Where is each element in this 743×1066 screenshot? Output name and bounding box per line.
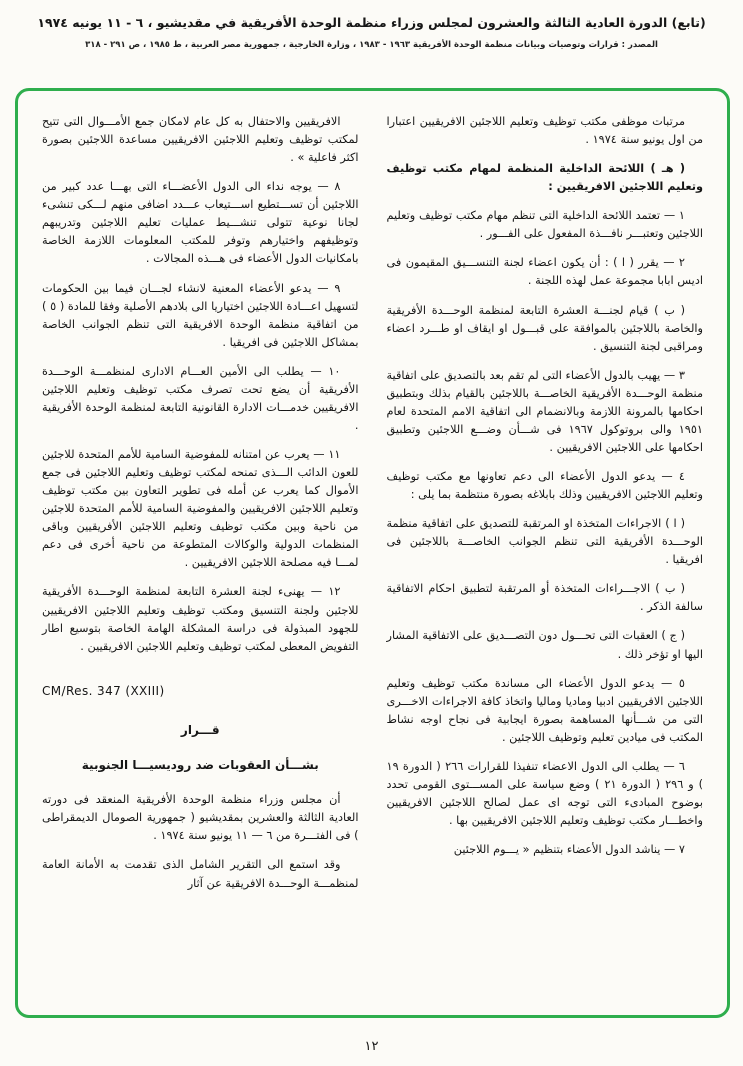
paragraph: ( ب ) الاجـــراءات المتخذة أو المرتقبة لتطبيق احكام الاتفاقية سالفة الذكر . <box>386 582 703 614</box>
paragraph: ( هـ ) اللائحة الداخلية المنظمة لمهام مكتب توظيف وتعليم اللاجئين الافريقيين : <box>386 162 703 194</box>
paragraph: ٢ — يقرر ( ا ) : أن يكون اعضاء لجنة التنســـيق المقيمون فى اديس ابابا مجموعة عمل لهذه اللجنة . <box>386 256 703 288</box>
paragraph: أن مجلس وزراء منظمة الوحدة الأفريقية المنعقد فى دورته العادية الثالثة والعشرين بمقديشيو ( جمهورية الصومال الديمقراطى ) فى الفتـــرة من ٦ — ١١ يونيو سنة ١٩٧٤ . <box>42 793 359 843</box>
paragraph: ( ج ) العقبات التى تحـــول دون التصـــديق على الاتفاقية المشار اليها او تؤخر ذلك . <box>386 629 703 661</box>
paragraph: ٦ — يطلب الى الدول الاعضاء تنفيذا للقرارات ٢٦٦ ( الدورة ١٩ ) و ٢٩٦ ( الدورة ٢١ ) وضع سياسة على المســـتوى القومى تحدد بوضوح المبادىء التى توجه اى عمل لصالح اللاجئين الافريقيين واخطـــار مكتب توظيف وتعليم اللاجئين الافريقيين بها . <box>386 759 703 827</box>
paragraph: بشـــأن العقوبات ضد روديسيـــا الجنوبية <box>81 758 319 773</box>
paragraph: وقد استمع الى التقرير الشامل الذى تقدمت به الأمانة العامة لمنظمـــة الوحـــدة الافريقية عن آثار <box>42 858 359 890</box>
paragraph: مرتبات موظفى مكتب توظيف وتعليم اللاجئين الافريقيين اعتبارا من اول يونيو سنة ١٩٧٤ . <box>386 115 703 147</box>
paragraph: ٣ — يهيب بالدول الأعضاء التى لم تقم بعد بالتصديق على اتفاقية منظمة الوحـــدة الأفريقية الخاصـــة باللاجئين بالقيام بذلك وبتطبيق احكامها بالمرونة اللازمة وبالانضمام الى اتفاقية الامم المتحدة لعام ١٩٥١ والى بروتوكول ١٩٦٧ فى شـــأن وضـــع اللاجئين وتطبيق احكامها على اللاجئين الافريقيين . <box>386 368 703 454</box>
page-number: ١٢ <box>364 1039 379 1054</box>
content-border-box <box>15 88 730 1018</box>
paragraph: ١١ — يعرب عن امتنانه للمفوضية السامية للأمم المتحدة للاجئين للعون الدائب الـــذى تمنحه لمكتب توظيف وتعليم اللاجئين فى جمع الأموال كما يعرب عن أمله فى تطوير التعاون بين مكتب توظيف وتعليم اللاجئين الافريقيين والمفوضية السامية للأمم المتحدة للاجئين من ناحية وبين مكتب توظيف وتعليم اللاجئين الأفريقيين وباقى المنظمات الدولية والوكالات المتطوعة من ناحية أخرى فى دعم لمـــا فيه مصلحة اللاجئين الافريقيين . <box>42 448 359 570</box>
paragraph: ١٠ — يطلب الى الأمين العـــام الادارى لمنظمـــة الوحـــدة الأفريقية أن يضع تحت تصرف مكتب توظيف وتعليم اللاجئين الافريقيين خدمـــات الادارة القانونية التابعة لمنظمة الوحدة الأفريقية . <box>42 364 359 432</box>
paragraph: الافريقيين والاحتفال به كل عام لامكان جمع الأمـــوال التى تتيح لمكتب توظيف وتعليم اللاجئين الافريقيين مساعدة اللاجئين بصورة اكثر فاعلية » . <box>42 115 359 165</box>
right-column <box>387 113 704 999</box>
paragraph: قـــرار <box>180 722 220 737</box>
paragraph: ( ا ) الاجراءات المتخذة او المرتقبة للتصديق على اتفاقية منظمة الوحـــدة الأفريقية التى تنظم الجوانب الخاصـــة باللاجئين فى افريقيا . <box>386 517 703 567</box>
paragraph: ١٢ — يهنىء لجنة العشرة التابعة لمنظمة الوحـــدة الأفريقية للاجئين ولجنة التنسيق ومكتب توظيف وتعليم اللاجئين الافريقيين للجهود المبذولة فى دراسة المشكلة الهامة الخاصة بتوسيع اطار التفويض المعطى لمكتب توظيف وتعليم اللاجئين الافريقيين . <box>42 585 359 653</box>
paragraph: ٩ — يدعو الأعضاء المعنية لانشاء لجـــان فيما بين الحكومات لتسهيل اعـــادة اللاجئين اختياريا الى بلادهم الأصلية وفقا للمادة ( ٥ ) من اتفاقية منظمة الوحدة الافريقية التى تنظم الجوانب الخاصة بمشاكل اللاجئين فى افريقيا . <box>42 281 359 349</box>
header-source: المصدر : قرارات وتوصيات وبيانات منظمة الوحدة الأفريقية ١٩٦٣ - ١٩٨٣ ، وزارة الخارجية ، جمهورية مصر العربية ، ط ١٩٨٥ ، ص ٢٩١ - ٣١٨ <box>85 39 658 50</box>
page-header <box>0 0 743 50</box>
paragraph: ١ — تعتمد اللائحة الداخلية التى تنظم مهام مكتب توظيف وتعليم اللاجئين وتعتبـــر نافـــذة المفعول على الفـــور . <box>386 209 703 241</box>
paragraph: ٨ — يوجه نداء الى الدول الأعضـــاء التى بهـــا عدد كبير من اللاجئين أن تســـتطيع اســـتيعاب عـــدد اضافى منهم لـــكى تنشىء لجانا نوعية تتولى تنشـــيط عمليات تعليم اللاجئين وتدريبهم وتوظيفهم واختيارهم وتوفر للمكتب المعلومات اللازمة الخاصة بامكانيات الدول الأعضاء فى هـــذه المجالات . <box>42 180 359 266</box>
paragraph: ٥ — يدعو الدول الأعضاء الى مساندة مكتب توظيف وتعليم اللاجئين الافريقيين ادبيا وماديا وماليا واتخاذ كافة الاجراءات الاخـــرى التى من شـــأنها المساهمة بصورة ايجابية فى نجاح اوجه نشاط المكتب فى ميادين تعليم وتوظيف اللاجئين . <box>386 676 703 744</box>
header-title: (تابع) الدورة العادية الثالثة والعشرون لمجلس وزراء منظمة الوحدة الأفريقية في مقديشيو ، ٦ - ١١ يونيه ١٩٧٤ <box>37 15 706 30</box>
paragraph: ٤ — يدعو الدول الأعضاء الى دعم تعاونها مع مكتب توظيف وتعليم اللاجئين الافريقيين وذلك بابلاغه بصورة منتظمة بما يلى : <box>386 470 703 502</box>
paragraph: ( ب ) قيام لجنـــة العشرة التابعة لمنظمة الوحـــدة الأفريقية والخاصة باللاجئين بالموافقة على قبـــول او ايقاف او طـــرد اعضاء ومراقبى لجنة التنسيق . <box>386 303 703 353</box>
paragraph: CM/Res. 347 (XXIII) <box>42 683 165 698</box>
left-column <box>42 113 359 999</box>
paragraph: ٧ — يناشد الدول الأعضاء بتنظيم « يـــوم اللاجئين <box>453 843 685 857</box>
